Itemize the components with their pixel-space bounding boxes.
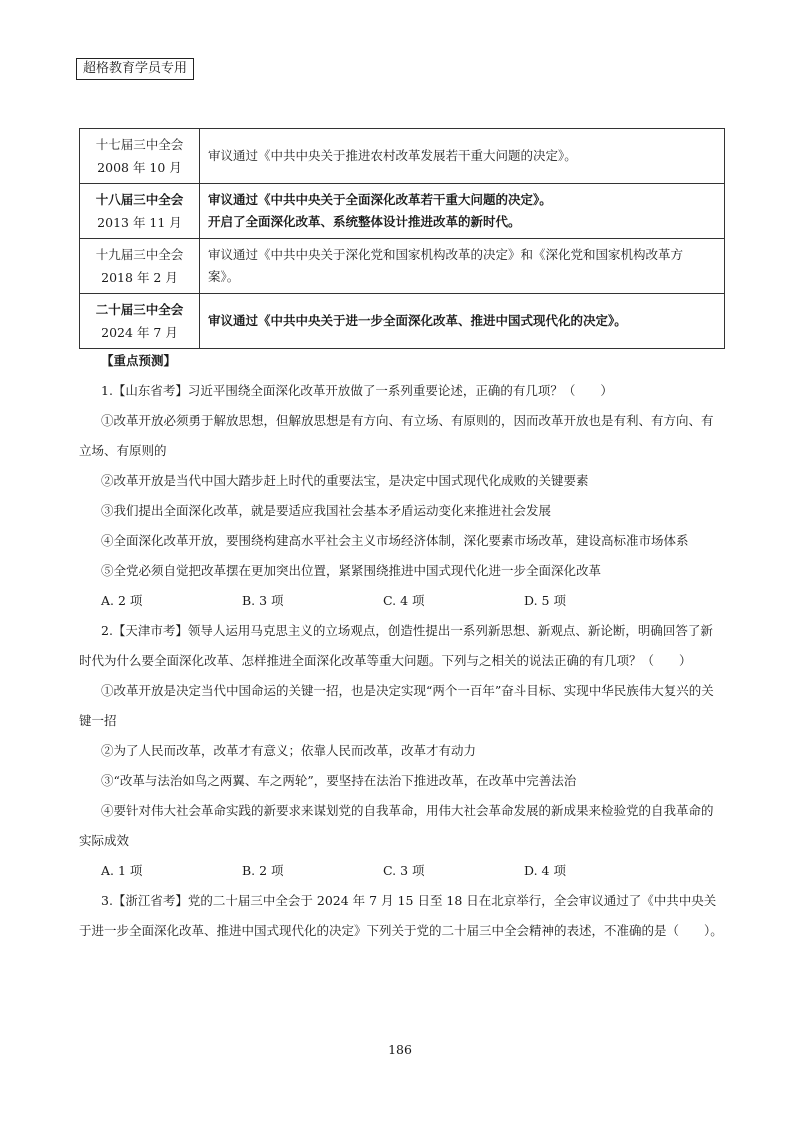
option-b: B. 2 项 (242, 863, 284, 878)
question-stem: 3.【浙江省考】党的二十届三中全会于 2024 年 7 月 15 日至 18 日在北京举行，全会审议通过了《中共中央关于进一步全面深化改革、推进中国式现代化的决定》下列关于党的二十届三中全会精神的表述，不准确的是（ ）。 (79, 893, 723, 938)
question-statement: ⑤全党必须自觉把改革摆在更加突出位置，紧紧围绕推进中国式现代化进一步全面深化改革 (101, 563, 602, 578)
question-1 (79, 376, 725, 616)
session-cell (80, 294, 200, 349)
answer-options (79, 856, 725, 886)
session-date: 2013 年 11 月 (97, 215, 182, 230)
question-statement: ①改革开放必须勇于解放思想，但解放思想是有方向、有立场、有原则的，因而改革开放也是有利、有方向、有立场、有原则的 (79, 413, 714, 458)
question-3 (79, 886, 725, 946)
description-cell (200, 239, 725, 294)
session-name: 十八届三中全会 (95, 192, 184, 207)
description-cell (200, 184, 725, 239)
description-line: 审议通过《中共中央关于进一步全面深化改革、推进中国式现代化的决定》。 (208, 313, 627, 328)
question-stem: 1.【山东省考】习近平围绕全面深化改革开放做了一系列重要论述，正确的有几项？（ ） (101, 383, 613, 398)
header-tag: 超格教育学员专用 (76, 58, 194, 80)
option-a: A. 2 项 (101, 593, 143, 608)
session-cell (80, 129, 200, 184)
sessions-table (79, 128, 725, 349)
description-line: 审议通过《中共中央关于全面深化改革若干重大问题的决定》。 (208, 192, 552, 207)
description-line: 案》。 (208, 269, 240, 284)
session-date: 2018 年 2 月 (101, 270, 178, 285)
option-c: C. 3 项 (383, 863, 425, 878)
question-statement: ②改革开放是当代中国大踏步赶上时代的重要法宝，是决定中国式现代化成败的关键要素 (101, 473, 589, 488)
description-cell (200, 129, 725, 184)
session-cell (80, 184, 200, 239)
table-row (80, 294, 725, 349)
page-number: 186 (388, 1042, 412, 1057)
option-b: B. 3 项 (242, 593, 284, 608)
answer-options (79, 586, 725, 616)
description-line: 审议通过《中共中央关于推进农村改革发展若干重大问题的决定》。 (208, 148, 577, 163)
session-name: 十七届三中全会 (95, 137, 184, 152)
option-d: D. 5 项 (524, 593, 566, 608)
description-line: 开启了全面深化改革、系统整体设计推进改革的新时代。 (208, 214, 521, 229)
question-stem: 2.【天津市考】领导人运用马克思主义的立场观点，创造性提出一系列新思想、新观点、新论断，明确回答了新时代为什么要全面深化改革、怎样推进全面深化改革等重大问题。下列与之相关的说法正确的有几项？（ ） (79, 623, 713, 668)
question-statement: ④要针对伟大社会革命实践的新要求来谋划党的自我革命，用伟大社会革命发展的新成果来检验党的自我革命的实际成效 (79, 803, 714, 848)
session-date: 2024 年 7 月 (101, 325, 178, 340)
option-c: C. 4 项 (383, 593, 425, 608)
table-row (80, 129, 725, 184)
session-cell (80, 239, 200, 294)
session-name: 二十届三中全会 (95, 302, 184, 317)
question-statement: ③“改革与法治如鸟之两翼、车之两轮”，要坚持在法治下推进改革，在改革中完善法治 (101, 773, 577, 788)
question-2 (79, 616, 725, 886)
question-statement: ③我们提出全面深化改革，就是要适应我国社会基本矛盾运动变化来推进社会发展 (101, 503, 552, 518)
table-row (80, 184, 725, 239)
option-d: D. 4 项 (524, 863, 566, 878)
description-line: 审议通过《中共中央关于深化党和国家机构改革的决定》和《深化党和国家机构改革方 (208, 247, 684, 262)
table-row (80, 239, 725, 294)
question-statement: ①改革开放是决定当代中国命运的关键一招，也是决定实现“两个一百年”奋斗目标、实现中华民族伟大复兴的关键一招 (79, 683, 714, 728)
description-cell (200, 294, 725, 349)
session-date: 2008 年 10 月 (97, 160, 182, 175)
question-statement: ②为了人民而改革，改革才有意义；依靠人民而改革，改革才有动力 (101, 743, 477, 758)
question-statement: ④全面深化改革开放，要围绕构建高水平社会主义市场经济体制，深化要素市场改革，建设高标准市场体系 (101, 533, 689, 548)
questions-section (79, 346, 725, 946)
option-a: A. 1 项 (101, 863, 143, 878)
session-name: 十九届三中全会 (95, 247, 184, 262)
section-title: 【重点预测】 (101, 353, 177, 368)
